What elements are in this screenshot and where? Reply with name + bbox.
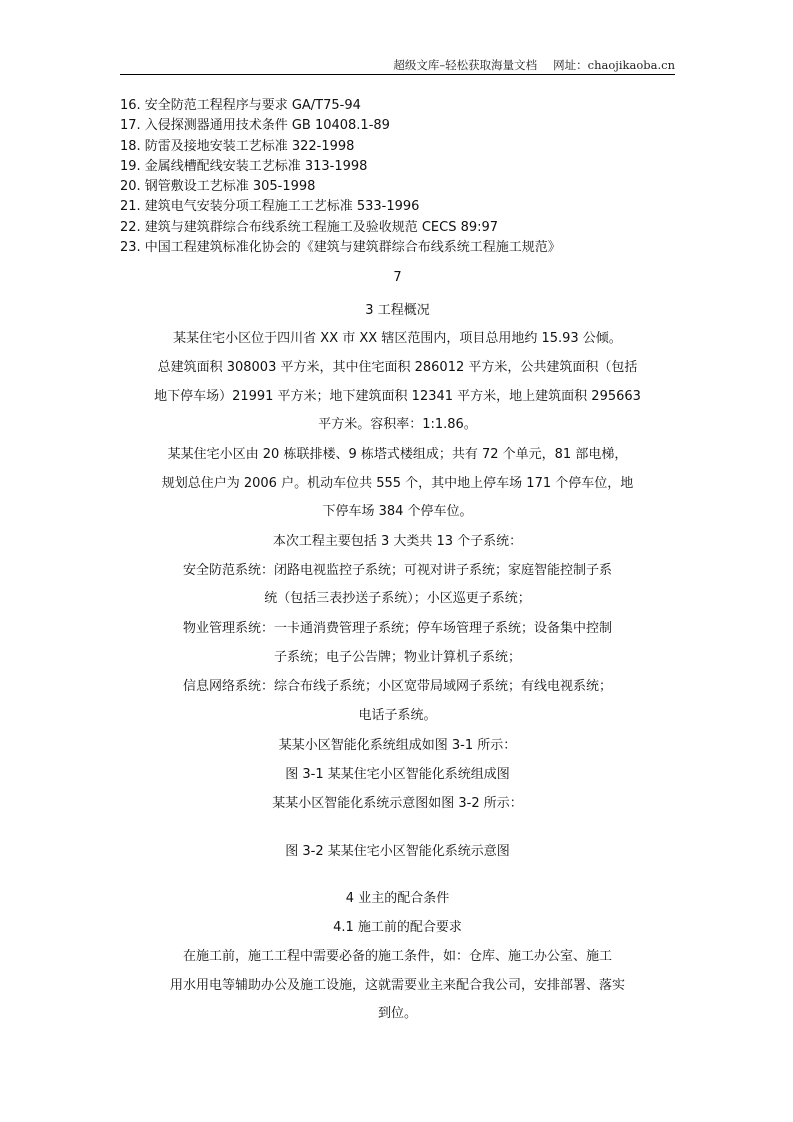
header-url: 网址：chaojikaoba.cn [553,58,675,72]
paragraph-line: 安全防范系统：闭路电视监控子系统；可视对讲子系统；家庭智能控制子系 [182,563,612,578]
header-site-name: 超级文库–轻松获取海量文档 [393,58,538,72]
paragraph-line: 规划总住户为 2006 户。机动车位共 555 个，其中地上停车场 171 个停车位，地 [161,476,634,491]
section-4-1-heading: 4.1 施工前的配合要求 [333,920,462,935]
paragraph-line: 在施工前，施工工程中需要必备的施工条件，如：仓库、施工办公室、施工 [182,949,612,964]
paragraph-line: 地下停车场）21991 平方米；地下建筑面积 12341 平方米，地上建筑面积 295663 [154,389,641,404]
item-number: 16. [120,98,141,113]
paragraph-line: 某某住宅小区由 20 栋联排楼、9 栋塔式楼组成；共有 72 个单元，81 部电梯， [167,447,628,462]
paragraph-line: 本次工程主要包括 3 大类共 13 个子系统： [272,534,523,549]
section-4-heading: 4 业主的配合条件 [345,891,450,906]
paragraph-line: 电话子系统。 [358,708,437,723]
paragraph-line: 到位。 [377,1006,417,1021]
item-number: 22. [120,219,141,235]
item-number: 17. [120,118,141,134]
item-number: 19. [120,158,141,174]
list-item [120,218,680,238]
paragraph-line: 总建筑面积 308003 平方米，其中住宅面积 286012 平方米，公共建筑面积（包括 [157,360,638,375]
item-text: 建筑与建筑群综合布线系统工程施工及验收规范 CECS 89:97 [144,219,499,235]
figure-caption-3-1: 图 3-1 某某住宅小区智能化系统组成图 [285,767,510,782]
paragraph-line: 统（包括三表抄送子系统）；小区巡更子系统； [264,591,531,606]
list-item [120,238,680,258]
list-item [120,137,680,157]
item-text: 金属线槽配线安装工艺标准 313-1998 [144,158,368,174]
paragraph-line: 某某住宅小区位于四川省 XX 市 XX 辖区范围内，项目总用地约 15.93 公倾。 [173,331,622,346]
list-item [120,96,680,116]
list-item [120,197,680,217]
item-text: 安全防范工程程序与要求 GA/T75-94 [144,98,361,113]
figure-caption-3-2: 图 3-2 某某住宅小区智能化系统示意图 [285,844,510,859]
section-3-heading: 3 工程概况 [365,303,430,318]
page-header [120,55,675,75]
item-number: 20. [120,179,141,195]
item-number: 18. [120,138,141,154]
paragraph-line: 某某小区智能化系统示意图如图 3-2 所示： [272,796,523,811]
list-item [120,157,680,177]
list-item [120,116,680,136]
item-text: 入侵探测器通用技术条件 GB 10408.1-89 [144,118,390,134]
page-number: 7 [393,270,402,285]
paragraph-line: 某某小区智能化系统组成如图 3-1 所示： [278,738,517,753]
item-text: 中国工程建筑标准化协会的《建筑与建筑群综合布线系统工程施工规范》 [144,240,561,256]
paragraph-line: 子系统；电子公告牌；物业计算机子系统； [273,650,521,665]
reference-list [120,96,680,258]
item-number: 23. [120,240,141,256]
paragraph-line: 信息网络系统：综合布线子系统；小区宽带局域网子系统；有线电视系统； [182,679,612,694]
item-text: 钢管敷设工艺标准 305-1998 [144,179,316,195]
paragraph-line: 下停车场 384 个停车位。 [322,504,473,519]
item-number: 21. [120,199,141,215]
header-text [393,57,675,73]
list-item [120,177,680,197]
item-text: 建筑电气安装分项工程施工工艺标准 533-1996 [144,199,420,215]
item-text: 防雷及接地安装工艺标准 322-1998 [144,138,355,154]
paragraph-line: 物业管理系统：一卡通消费管理子系统；停车场管理子系统；设备集中控制 [182,621,612,636]
paragraph-line: 用水用电等辅助办公及施工设施，这就需要业主来配合我公司，安排部署、落实 [169,978,625,993]
paragraph-line: 平方米。容积率：1:1.86。 [318,417,477,432]
